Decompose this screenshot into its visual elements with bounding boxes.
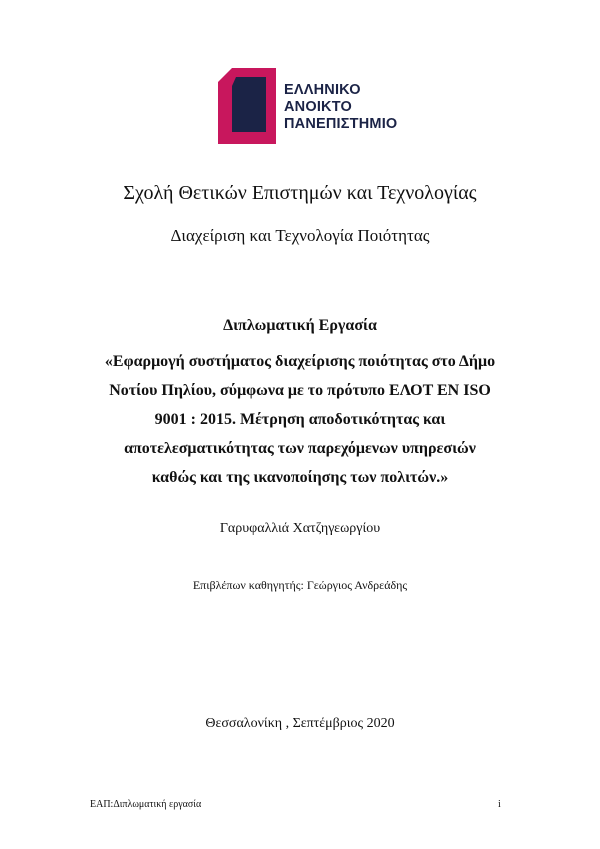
thesis-title-line: καθώς και της ικανοποίησης των πολιτών.» xyxy=(151,469,449,486)
university-logo xyxy=(218,68,418,144)
eap-logo-icon xyxy=(218,68,276,144)
thesis-title-line: αποτελεσματικότητας των παρεχόμενων υπηρεσιών xyxy=(124,440,476,457)
footer-text: ΕΑΠ:Διπλωματική εργασία xyxy=(90,799,202,810)
logo-line-1: ΕΛΛΗΝΙΚΟ xyxy=(284,82,361,98)
thesis-title-line: 9001 : 2015. Μέτρηση αποδοτικότητας και xyxy=(154,411,446,428)
thesis-title xyxy=(90,347,510,492)
logo-line-3: ΠΑΝΕΠΙΣΤΗΜΙΟ xyxy=(284,116,398,132)
thesis-title-line: Νοτίου Πηλίου, σύμφωνα με το πρότυπο ΕΛΟΤ ΕΝ ISO xyxy=(109,382,491,399)
school-name: Σχολή Θετικών Επιστημών και Τεχνολογίας xyxy=(123,182,477,204)
supervisor: Επιβλέπων καθηγητής: Γεώργιος Ανδρεάδης xyxy=(192,578,408,592)
logo-wordmark xyxy=(284,82,397,133)
place-date: Θεσσαλονίκη , Σεπτέμβριος 2020 xyxy=(205,716,395,731)
author-name: Γαρυφαλλιά Χατζηγεωργίου xyxy=(219,521,381,536)
program-name: Διαχείριση και Τεχνολογία Ποιότητας xyxy=(170,226,430,245)
thesis-label: Διπλωματική Εργασία xyxy=(223,317,377,334)
page-number: i xyxy=(498,799,501,810)
thesis-title-line: «Εφαρμογή συστήματος διαχείρισης ποιότητας στο Δήμο xyxy=(104,353,496,370)
logo-line-2: ΑΝΟΙΚΤΟ xyxy=(284,99,352,115)
